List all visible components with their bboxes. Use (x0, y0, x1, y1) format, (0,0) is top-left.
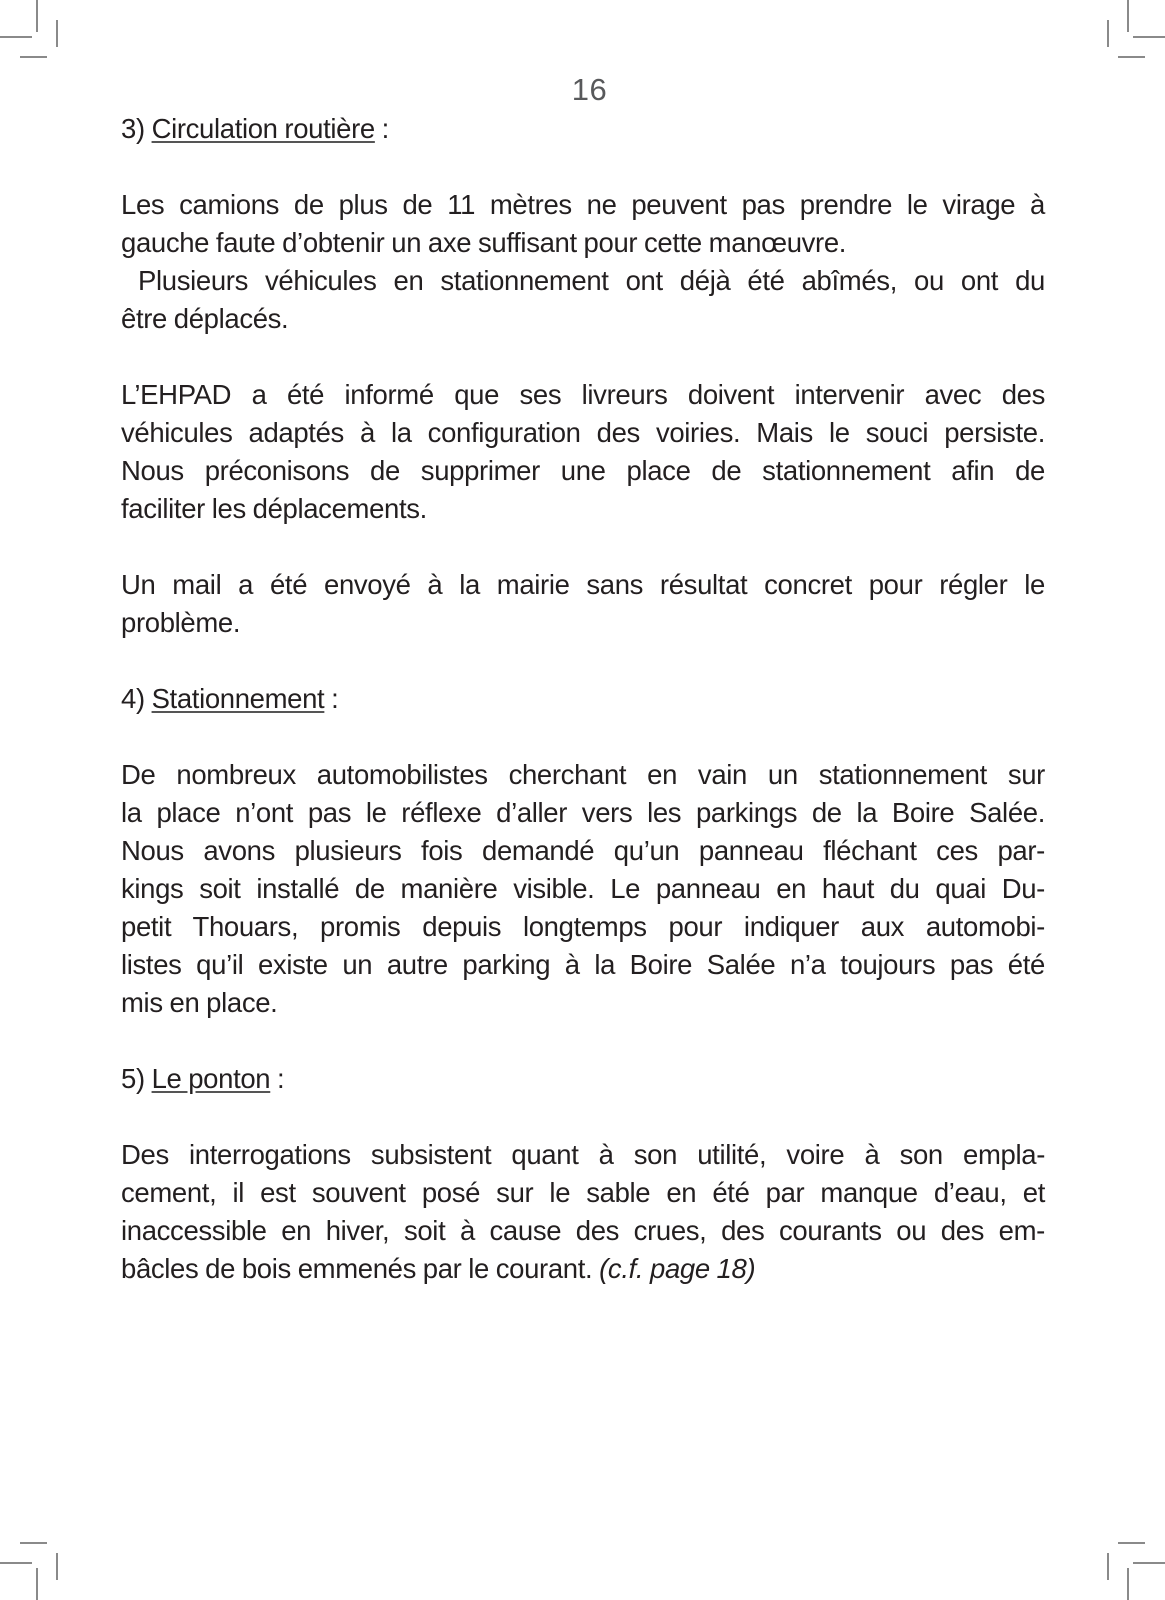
crop-mark (1118, 56, 1145, 58)
text-line: De nombreux automobilistes cherchant en vain un stationnement sur (121, 759, 1045, 790)
section-suffix: : (374, 113, 389, 144)
section-stationnement (121, 680, 1045, 1022)
crop-mark (1107, 20, 1109, 47)
crop-mark (0, 1562, 32, 1564)
section-circulation-routiere (121, 110, 1045, 642)
text-line: Nous préconisons de supprimer une place de stationnement afin de (121, 455, 1045, 486)
section-title: Circulation routière (151, 113, 375, 144)
text-line: listes qu’il existe un autre parking à la Boire Salée n’a toujours pas été (121, 949, 1045, 980)
text-line: cement, il est souvent posé sur le sable en été par manque d’eau, et (121, 1177, 1045, 1208)
text-line: véhicules adaptés à la configuration des voiries. Mais le souci persiste. (121, 417, 1045, 448)
text-line: Les camions de plus de 11 mètres ne peuvent pas prendre le virage à (121, 189, 1045, 220)
text-line: Des interrogations subsistent quant à son utilité, voire à son empla- (121, 1139, 1045, 1170)
text-line: inaccessible en hiver, soit à cause des crues, des courants ou des em- (121, 1215, 1045, 1246)
section-title: Stationnement (151, 683, 325, 714)
crop-mark (20, 1542, 47, 1544)
crop-mark (56, 20, 58, 47)
crop-mark (1107, 1553, 1109, 1580)
section-heading (121, 1060, 1045, 1098)
section-suffix: : (270, 1063, 285, 1094)
text-line: kings soit installé de manière visible. Le panneau en haut du quai Du- (121, 873, 1045, 904)
section-heading (121, 110, 1045, 148)
crop-mark (1127, 0, 1129, 32)
text-line: Nous avons plusieurs fois demandé qu’un panneau fléchant ces par- (121, 835, 1045, 866)
crop-mark (0, 36, 32, 38)
section-heading (121, 680, 1045, 718)
paragraph (121, 756, 1045, 1022)
text-line: faciliter les déplacements. (121, 493, 427, 524)
paragraph (121, 1136, 1045, 1288)
section-le-ponton (121, 1060, 1045, 1288)
crop-mark (1133, 36, 1165, 38)
paragraph (121, 566, 1045, 642)
section-number: 5) (121, 1063, 145, 1094)
section-suffix: : (324, 683, 339, 714)
page-reference: (c.f. page 18) (599, 1253, 756, 1284)
section-number: 3) (121, 113, 145, 144)
text-line: être déplacés. (121, 303, 289, 334)
paragraph (121, 186, 1045, 338)
text-line (121, 1250, 1045, 1288)
text-line: la place n’ont pas le réflexe d’aller vers les parkings de la Boire Salée. (121, 797, 1045, 828)
text-line: petit Thouars, promis depuis longtemps pour indiquer aux automobi- (121, 911, 1045, 942)
text-line: Un mail a été envoyé à la mairie sans résultat concret pour régler le (121, 569, 1045, 600)
text-line: problème. (121, 607, 241, 638)
crop-mark (36, 1568, 38, 1600)
crop-mark (20, 56, 47, 58)
crop-mark (56, 1553, 58, 1580)
text-fragment: bâcles de bois emmenés par le courant. (121, 1253, 600, 1284)
text-line: mis en place. (121, 987, 278, 1018)
crop-mark (1118, 1542, 1145, 1544)
paragraph (121, 376, 1045, 528)
section-number: 4) (121, 683, 145, 714)
text-line: Plusieurs véhicules en stationnement ont déjà été abîmés, ou ont du (121, 265, 1045, 296)
section-title: Le ponton (151, 1063, 271, 1094)
crop-mark (1127, 1568, 1129, 1600)
crop-mark (36, 0, 38, 32)
crop-mark (1133, 1562, 1165, 1564)
page-number (0, 72, 1165, 108)
document-body (121, 110, 1045, 1288)
text-line: L’EHPAD a été informé que ses livreurs doivent intervenir avec des (121, 379, 1045, 410)
text-line: gauche faute d’obtenir un axe suffisant pour cette manœuvre. (121, 227, 847, 258)
page-number-text: 16 (571, 72, 608, 107)
